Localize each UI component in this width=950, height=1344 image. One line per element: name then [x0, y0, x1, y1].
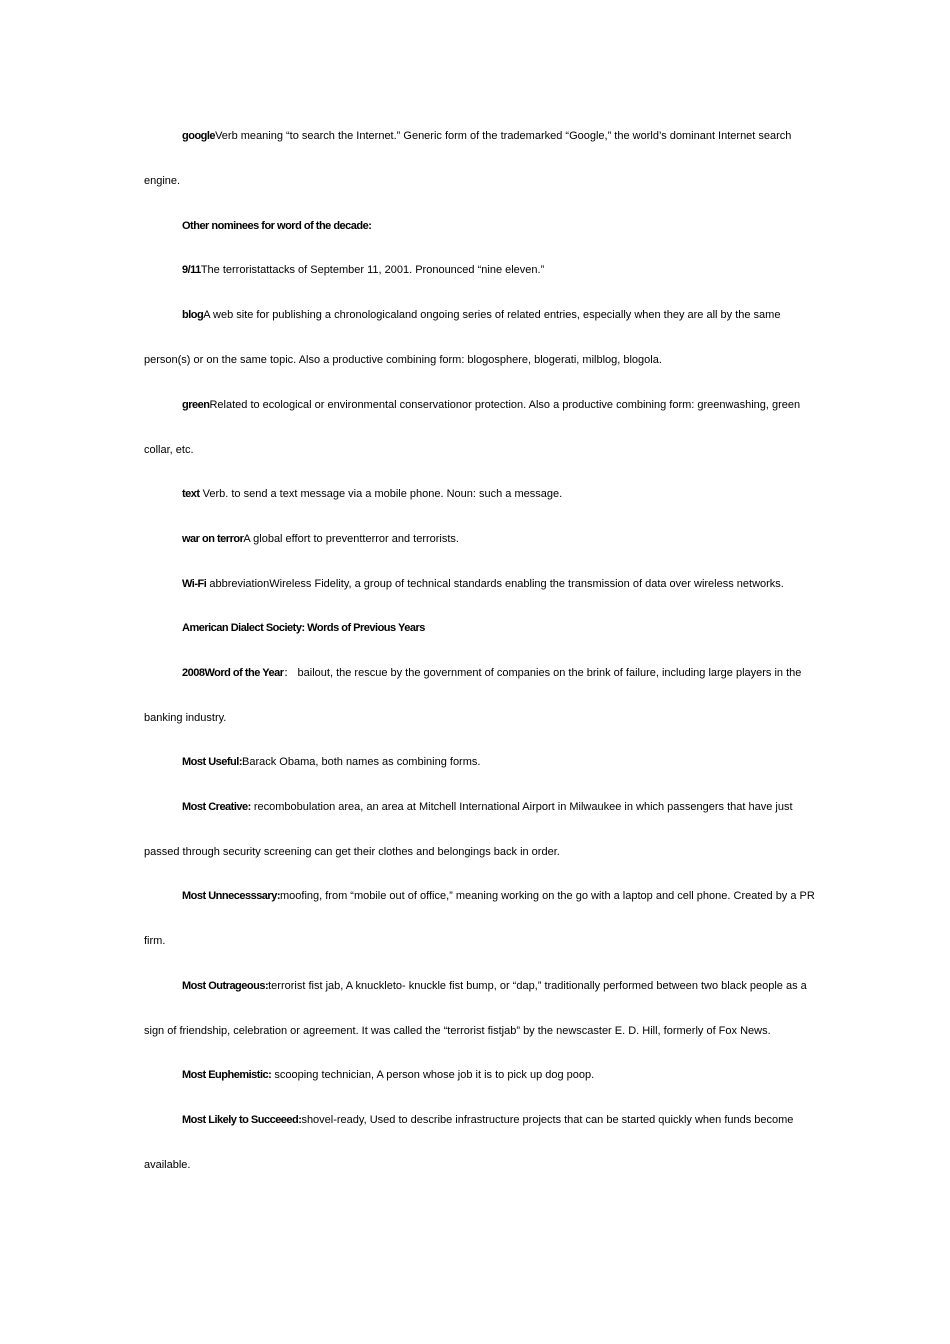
- paragraph-nominees-heading: [144, 204, 816, 249]
- paragraph-green: [144, 383, 816, 473]
- term-label: Most Likely to Succeeed:: [182, 1114, 302, 1126]
- term-definition: Verb. to send a text message via a mobile phone. Noun: such a message.: [199, 488, 563, 500]
- term-definition: moofing, from “mobile out of office,” meaning working on the go with a laptop and cell phone. Created by a PR firm.: [144, 890, 815, 947]
- term-label: Most Creative:: [182, 801, 251, 813]
- paragraph-most-likely: [144, 1098, 816, 1188]
- term-label: 9/11: [182, 264, 201, 276]
- term-label: google: [182, 130, 216, 142]
- term-definition: Barack Obama, both names as combining forms.: [242, 756, 481, 768]
- paragraph-2008-word: [144, 651, 816, 741]
- paragraph-text: [144, 472, 816, 517]
- term-definition: abbreviationWireless Fidelity, a group of technical standards enabling the transmission of data over wireless networks.: [206, 578, 784, 590]
- paragraph-most-euphemistic: [144, 1053, 816, 1098]
- paragraph-most-useful: [144, 740, 816, 785]
- term-label: green: [182, 399, 210, 411]
- term-label: war on terror: [182, 533, 244, 545]
- section-heading: Other nominees for word of the decade:: [182, 220, 372, 232]
- paragraph-911: [144, 248, 816, 293]
- term-label: blog: [182, 309, 204, 321]
- paragraph-blog: [144, 293, 816, 383]
- term-label: Most Euphemistic:: [182, 1069, 272, 1081]
- paragraph-most-outrageous: [144, 964, 816, 1054]
- paragraph-ads-heading: [144, 606, 816, 651]
- term-label: text: [182, 488, 200, 500]
- term-label: Most Outrageous:: [182, 980, 269, 992]
- term-label: 2008Word of the Year: [182, 667, 284, 679]
- term-definition: terrorist fist jab, A knuckleto- knuckle fist bump, or “dap,” traditionally performed between two black people as a sign of friendship, celebration or agreement. It was called the “terrorist fistjab” by the newscaster E. D. Hill, formerly of Fox News.: [144, 980, 807, 1037]
- term-definition: Related to ecological or environmental conservationor protection. Also a productive combining form: greenwashing, green collar, etc.: [144, 399, 801, 456]
- paragraph-most-creative: [144, 785, 816, 875]
- term-definition: A global effort to preventterror and terrorists.: [243, 533, 459, 545]
- term-definition: ： bailout, the rescue by the government of companies on the brink of failure, including large players in the banking industry.: [144, 667, 802, 724]
- paragraph-google: [144, 114, 816, 204]
- paragraph-wifi: [144, 562, 816, 607]
- paragraph-war-on-terror: [144, 517, 816, 562]
- term-definition: recombobulation area, an area at Mitchell International Airport in Milwaukee in which passengers that have just passed through security screening can get their clothes and belongings back in order.: [144, 801, 793, 858]
- term-label: Wi-Fi: [182, 578, 207, 590]
- paragraph-most-unnecessary: [144, 874, 816, 964]
- term-definition: shovel-ready, Used to describe infrastructure projects that can be started quickly when funds become available.: [144, 1114, 794, 1171]
- section-heading: American Dialect Society: Words of Previous Years: [182, 622, 425, 634]
- term-label: Most Useful:: [182, 756, 242, 768]
- term-definition: Verb meaning “to search the Internet.” Generic form of the trademarked “Google,” the world’s dominant Internet search engine.: [144, 130, 792, 187]
- term-definition: The terroristattacks of September 11, 2001. Pronounced “nine eleven.”: [200, 264, 545, 276]
- term-definition: A web site for publishing a chronologicaland ongoing series of related entries, especially when they are all by the same person(s) or on the same topic. Also a productive combining form: blogosphere, blogerati, milblog, blogola.: [144, 309, 781, 366]
- term-definition: scooping technician, A person whose job it is to pick up dog poop.: [271, 1069, 595, 1081]
- term-label: Most Unnecesssary:: [182, 890, 280, 902]
